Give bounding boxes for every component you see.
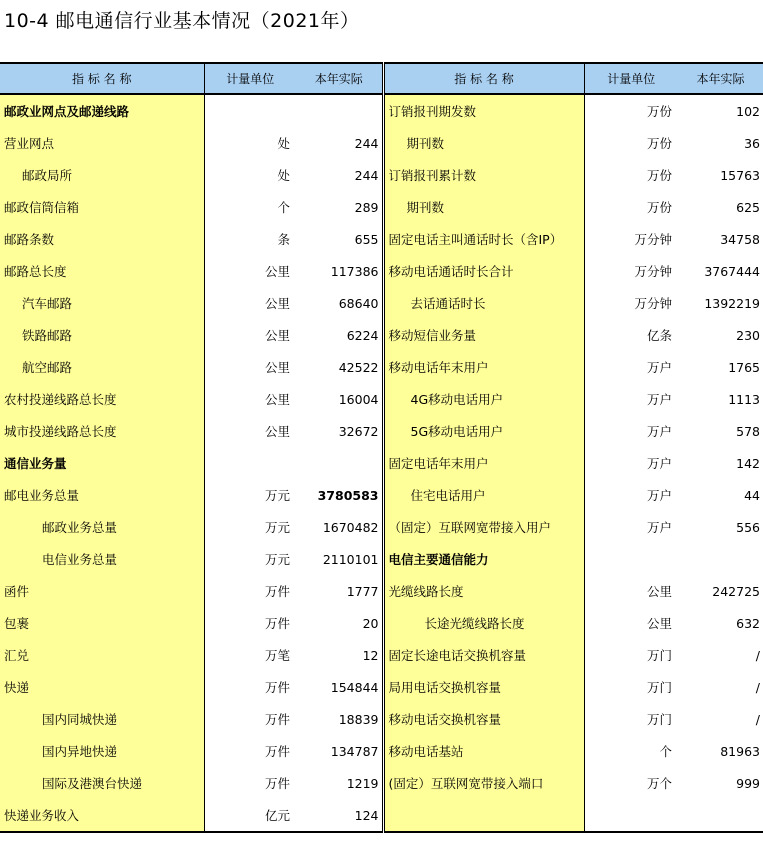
table-header-row xyxy=(0,63,763,94)
right-unit-cell: 万户 xyxy=(646,424,672,439)
right-unit-cell xyxy=(584,543,678,575)
left-name-cell: 国内异地快递 xyxy=(0,735,204,767)
left-name-cell: 电信业务总量 xyxy=(0,543,204,575)
left-value-cell: 244 xyxy=(296,127,383,159)
header-unit-right: 计量单位 xyxy=(584,63,678,94)
left-name-cell: 邮路总长度 xyxy=(0,255,204,287)
left-unit-cell: 万笔 xyxy=(264,648,290,663)
table-row xyxy=(0,415,763,447)
right-unit-cell: 万份 xyxy=(646,136,672,151)
right-value-cell: 15763 xyxy=(720,167,760,183)
table-row xyxy=(0,191,763,223)
right-name-cell: 期刊数 xyxy=(383,191,584,223)
left-name-cell: 邮路条数 xyxy=(0,223,204,255)
table-row xyxy=(0,767,763,799)
right-name-cell xyxy=(383,799,584,832)
header-value-left: 本年实际 xyxy=(296,63,383,94)
right-value-cell: 44 xyxy=(744,487,760,503)
left-unit-cell: 公里 xyxy=(264,296,290,311)
left-unit-cell: 条 xyxy=(277,232,290,247)
right-unit-cell: 万户 xyxy=(646,520,672,535)
right-name-cell: 移动电话年末用户 xyxy=(383,351,584,383)
right-name-cell: 光缆线路长度 xyxy=(383,575,584,607)
left-value-cell: 124 xyxy=(296,799,383,832)
left-name-cell: 邮电业务总量 xyxy=(0,479,204,511)
left-name-cell: 通信业务量 xyxy=(0,447,204,479)
table-row xyxy=(0,799,763,832)
right-name-cell: 住宅电话用户 xyxy=(383,479,584,511)
left-unit-cell: 万元 xyxy=(264,552,290,567)
right-value-cell: 36 xyxy=(744,135,760,151)
right-value-cell: / xyxy=(755,679,760,695)
right-unit-cell: 公里 xyxy=(646,584,672,599)
table-row xyxy=(0,543,763,575)
right-unit-cell: 万门 xyxy=(646,712,672,727)
right-value-cell: 102 xyxy=(736,103,760,119)
right-name-cell: 局用电话交换机容量 xyxy=(383,671,584,703)
left-name-cell: 国内同城快递 xyxy=(0,703,204,735)
right-value-cell: 632 xyxy=(736,615,760,631)
right-name-cell: 移动电话基站 xyxy=(383,735,584,767)
header-name-left: 指 标 名 称 xyxy=(0,63,204,94)
left-unit-cell: 处 xyxy=(277,136,290,151)
table-row xyxy=(0,703,763,735)
table-row xyxy=(0,575,763,607)
left-value-cell: 16004 xyxy=(296,383,383,415)
right-unit-cell xyxy=(584,799,678,832)
right-unit-cell: 万分钟 xyxy=(634,232,672,247)
left-value-cell xyxy=(296,447,383,479)
right-unit-cell: 万门 xyxy=(646,648,672,663)
left-name-cell: 快递 xyxy=(0,671,204,703)
table-row xyxy=(0,735,763,767)
left-unit-cell: 处 xyxy=(277,168,290,183)
left-name-cell: 邮政信筒信箱 xyxy=(0,191,204,223)
left-value-cell: 289 xyxy=(296,191,383,223)
right-name-cell: 移动短信业务量 xyxy=(383,319,584,351)
right-name-cell: 长途光缆线路长度 xyxy=(383,607,584,639)
left-value-cell: 2110101 xyxy=(296,543,383,575)
left-unit-cell: 万件 xyxy=(264,712,290,727)
left-unit-cell: 万元 xyxy=(264,520,290,535)
left-unit-cell: 公里 xyxy=(264,360,290,375)
left-unit-cell xyxy=(204,94,296,127)
table-row xyxy=(0,447,763,479)
left-name-cell: 农村投递线路总长度 xyxy=(0,383,204,415)
left-unit-cell: 公里 xyxy=(264,392,290,407)
left-value-cell: 1219 xyxy=(296,767,383,799)
left-value-cell: 6224 xyxy=(296,319,383,351)
right-unit-cell: 万户 xyxy=(646,360,672,375)
left-unit-cell: 万件 xyxy=(264,680,290,695)
header-name-right: 指 标 名 称 xyxy=(383,63,584,94)
left-value-cell: 20 xyxy=(296,607,383,639)
header-unit-left: 计量单位 xyxy=(204,63,296,94)
right-value-cell: 230 xyxy=(736,327,760,343)
right-unit-cell: 万份 xyxy=(646,168,672,183)
table-row xyxy=(0,159,763,191)
left-unit-cell: 万件 xyxy=(264,744,290,759)
left-name-cell: 铁路邮路 xyxy=(0,319,204,351)
right-name-cell: 订销报刊期发数 xyxy=(383,94,584,127)
header-value-right: 本年实际 xyxy=(678,63,763,94)
left-name-cell: 邮政业务总量 xyxy=(0,511,204,543)
left-value-cell: 1670482 xyxy=(296,511,383,543)
right-unit-cell: 万分钟 xyxy=(634,296,672,311)
right-value-cell: 1392219 xyxy=(704,295,760,311)
left-name-cell: 邮政局所 xyxy=(0,159,204,191)
right-unit-cell: 万门 xyxy=(646,680,672,695)
left-unit-cell: 个 xyxy=(277,200,290,215)
right-name-cell: 去话通话时长 xyxy=(383,287,584,319)
left-name-cell: 国际及港澳台快递 xyxy=(0,767,204,799)
right-name-cell: (固定）互联网宽带接入端口 xyxy=(383,767,584,799)
right-value-cell: 3767444 xyxy=(704,263,760,279)
left-name-cell: 包裹 xyxy=(0,607,204,639)
right-value-cell xyxy=(678,543,763,575)
table-row xyxy=(0,351,763,383)
right-unit-cell: 公里 xyxy=(646,616,672,631)
left-value-cell: 154844 xyxy=(296,671,383,703)
left-name-cell: 函件 xyxy=(0,575,204,607)
left-value-cell: 3780583 xyxy=(296,479,383,511)
table-row xyxy=(0,511,763,543)
right-value-cell: / xyxy=(755,711,760,727)
left-value-cell: 32672 xyxy=(296,415,383,447)
left-unit-cell: 亿元 xyxy=(204,799,296,832)
right-name-cell: 4G移动电话用户 xyxy=(383,383,584,415)
left-name-cell: 汇兑 xyxy=(0,639,204,671)
right-value-cell: / xyxy=(755,647,760,663)
left-name-cell: 汽车邮路 xyxy=(0,287,204,319)
table-row xyxy=(0,94,763,127)
right-unit-cell: 万份 xyxy=(646,104,672,119)
left-unit-cell: 万件 xyxy=(264,776,290,791)
right-name-cell: （固定）互联网宽带接入用户 xyxy=(383,511,584,543)
table-row xyxy=(0,479,763,511)
left-value-cell: 1777 xyxy=(296,575,383,607)
left-value-cell: 655 xyxy=(296,223,383,255)
left-name-cell: 城市投递线路总长度 xyxy=(0,415,204,447)
right-name-cell: 订销报刊累计数 xyxy=(383,159,584,191)
statistics-table xyxy=(0,62,763,833)
table-row xyxy=(0,319,763,351)
right-value-cell: 142 xyxy=(736,455,760,471)
table-row xyxy=(0,255,763,287)
left-value-cell: 18839 xyxy=(296,703,383,735)
right-unit-cell: 万分钟 xyxy=(634,264,672,279)
left-value-cell: 12 xyxy=(296,639,383,671)
table-row xyxy=(0,607,763,639)
left-unit-cell: 万件 xyxy=(264,616,290,631)
right-name-cell: 期刊数 xyxy=(383,127,584,159)
left-value-cell: 68640 xyxy=(296,287,383,319)
left-unit-cell xyxy=(204,447,296,479)
left-name-cell: 邮政业网点及邮递线路 xyxy=(0,94,204,127)
right-value-cell: 34758 xyxy=(720,231,760,247)
right-unit-cell: 万份 xyxy=(646,200,672,215)
right-value-cell: 242725 xyxy=(712,583,760,599)
right-unit-cell: 万户 xyxy=(646,456,672,471)
right-value-cell: 556 xyxy=(736,519,760,535)
right-name-cell: 5G移动电话用户 xyxy=(383,415,584,447)
left-value-cell: 244 xyxy=(296,159,383,191)
left-value-cell xyxy=(296,94,383,127)
right-value-cell: 81963 xyxy=(720,743,760,759)
left-value-cell: 117386 xyxy=(296,255,383,287)
right-name-cell: 固定电话主叫通话时长（含IP） xyxy=(383,223,584,255)
table-row xyxy=(0,223,763,255)
right-value-cell: 999 xyxy=(736,775,760,791)
left-unit-cell: 万件 xyxy=(264,584,290,599)
left-value-cell: 134787 xyxy=(296,735,383,767)
left-name-cell: 航空邮路 xyxy=(0,351,204,383)
right-name-cell: 固定电话年末用户 xyxy=(383,447,584,479)
right-value-cell xyxy=(678,799,763,832)
left-unit-cell: 万元 xyxy=(264,488,290,503)
right-value-cell: 1113 xyxy=(728,391,760,407)
left-unit-cell: 公里 xyxy=(264,264,290,279)
right-unit-cell: 亿条 xyxy=(646,328,672,343)
right-name-cell: 固定长途电话交换机容量 xyxy=(383,639,584,671)
left-value-cell: 42522 xyxy=(296,351,383,383)
right-name-cell: 电信主要通信能力 xyxy=(383,543,584,575)
right-unit-cell: 万个 xyxy=(646,776,672,791)
page-title: 10-4 邮电通信行业基本情况（2021年） xyxy=(4,10,360,32)
table-row xyxy=(0,287,763,319)
table-row xyxy=(0,127,763,159)
right-name-cell: 移动电话通话时长合计 xyxy=(383,255,584,287)
right-value-cell: 625 xyxy=(736,199,760,215)
right-value-cell: 578 xyxy=(736,423,760,439)
table-row xyxy=(0,383,763,415)
right-name-cell: 移动电话交换机容量 xyxy=(383,703,584,735)
left-name-cell: 快递业务收入 xyxy=(0,799,204,832)
right-unit-cell: 万户 xyxy=(646,488,672,503)
left-unit-cell: 公里 xyxy=(264,328,290,343)
left-unit-cell: 公里 xyxy=(264,424,290,439)
table-row xyxy=(0,671,763,703)
table-row xyxy=(0,639,763,671)
left-name-cell: 营业网点 xyxy=(0,127,204,159)
right-unit-cell: 万户 xyxy=(646,392,672,407)
right-unit-cell: 个 xyxy=(659,744,672,759)
right-value-cell: 1765 xyxy=(728,359,760,375)
